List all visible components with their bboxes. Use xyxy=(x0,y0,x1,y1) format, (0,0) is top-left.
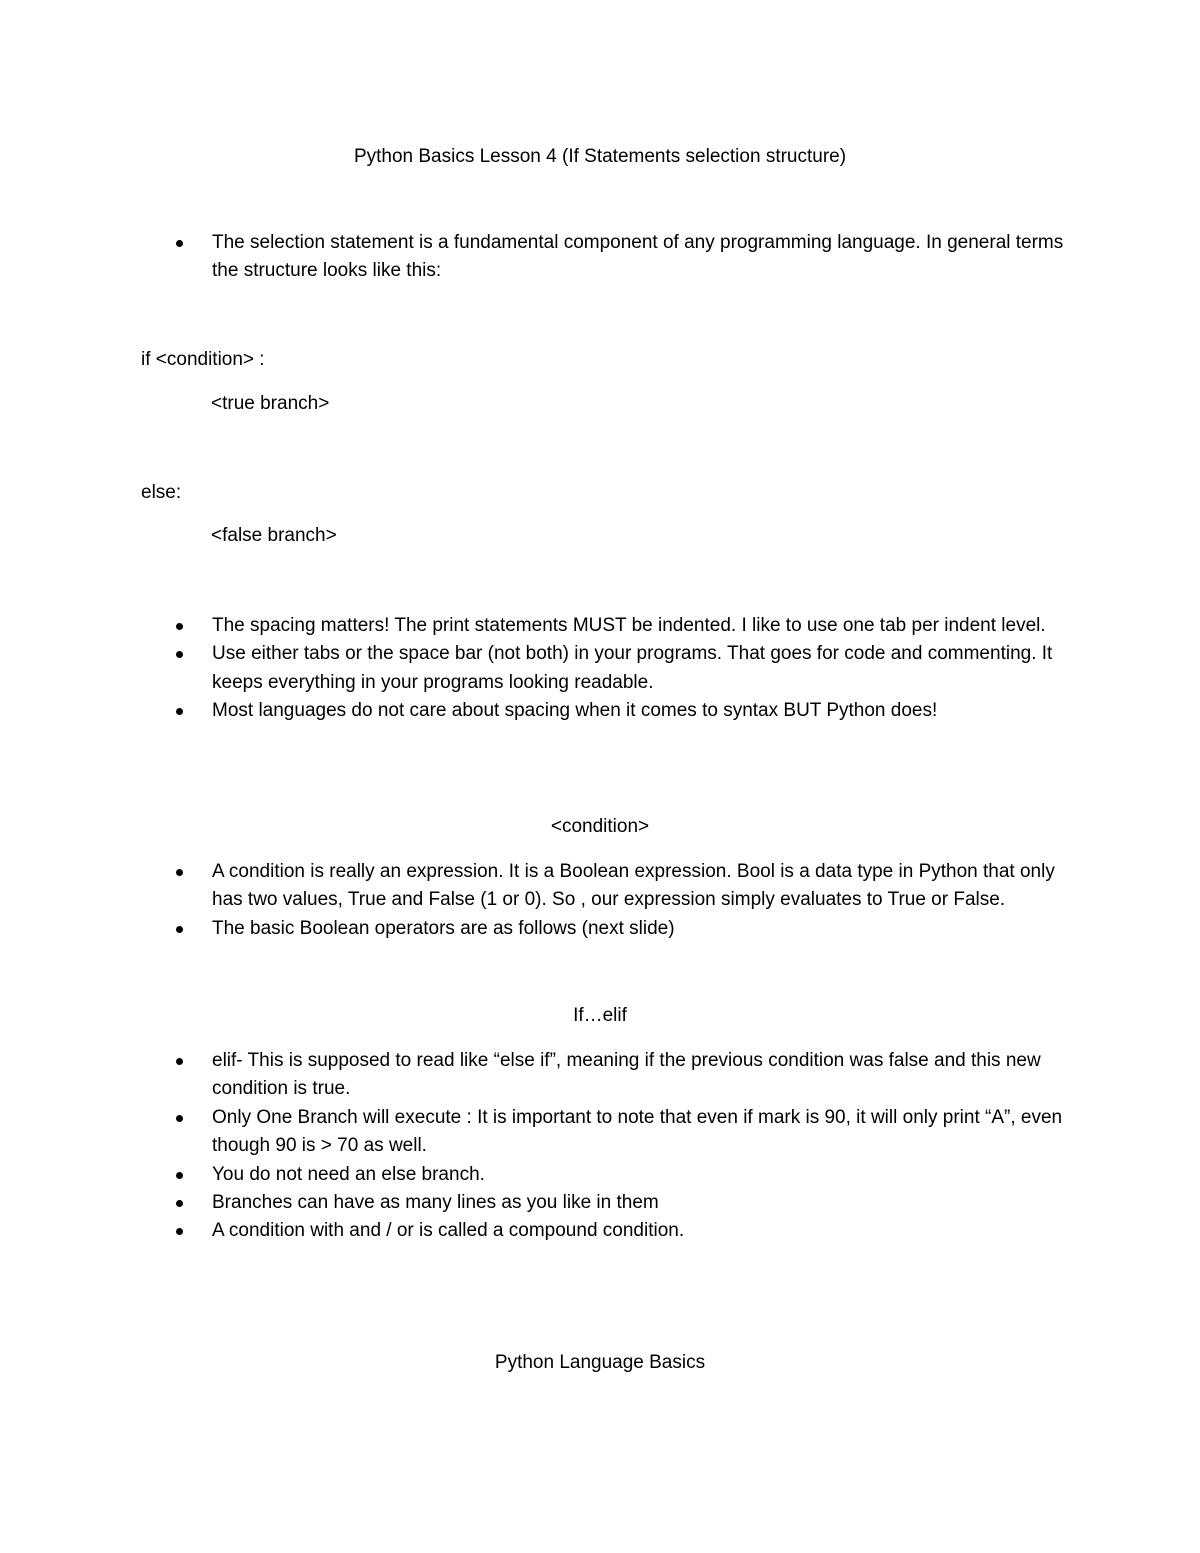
spacing-bullet-list xyxy=(0,612,1200,726)
list-item: elif- This is supposed to read like “else if”, meaning if the previous condition was false and this new condition is true. xyxy=(0,1047,1072,1104)
list-item: The selection statement is a fundamental component of any programming language. In general terms the structure looks like this: xyxy=(0,229,1072,286)
elif-bullet-list xyxy=(0,1047,1200,1246)
list-item: Only One Branch will execute : It is important to note that even if mark is 90, it will only print “A”, even though 90 is > 70 as well. xyxy=(0,1104,1072,1161)
condition-heading: <condition> xyxy=(550,816,650,837)
bullet-icon xyxy=(176,240,183,247)
list-item: Most languages do not care about spacing when it comes to syntax BUT Python does! xyxy=(0,697,1072,725)
document-title: Python Basics Lesson 4 (If Statements selection structure) xyxy=(353,146,847,167)
code-else-line: else: xyxy=(141,482,182,503)
bullet-icon xyxy=(176,1058,183,1065)
bullet-icon xyxy=(176,1200,183,1207)
bullet-icon xyxy=(176,1228,183,1235)
list-item: Use either tabs or the space bar (not both) in your programs. That goes for code and commenting. It keeps everything in your programs looking readable. xyxy=(0,640,1072,697)
list-item: You do not need an else branch. xyxy=(0,1161,1072,1189)
list-item: A condition with and / or is called a compound condition. xyxy=(0,1217,1072,1245)
bullet-icon xyxy=(176,869,183,876)
intro-bullet-list xyxy=(0,229,1200,286)
list-item: Branches can have as many lines as you like in them xyxy=(0,1189,1072,1217)
list-item: A condition is really an expression. It is a Boolean expression. Bool is a data type in Python that only has two values, True and False (1 or 0). So , our expression simply evaluates to True or False. xyxy=(0,858,1072,915)
bullet-icon xyxy=(176,1172,183,1179)
bullet-icon xyxy=(176,1115,183,1122)
bullet-icon xyxy=(176,926,183,933)
bullet-icon xyxy=(176,651,183,658)
code-false-branch: <false branch> xyxy=(211,525,337,546)
bullet-icon xyxy=(176,623,183,630)
code-if-line: if <condition> : xyxy=(141,349,265,370)
list-item: The spacing matters! The print statements MUST be indented. I like to use one tab per indent level. xyxy=(0,612,1072,640)
document-footer: Python Language Basics xyxy=(494,1352,706,1373)
list-item: The basic Boolean operators are as follows (next slide) xyxy=(0,915,1072,943)
elif-heading: If…elif xyxy=(573,1005,627,1026)
bullet-icon xyxy=(176,708,183,715)
condition-bullet-list xyxy=(0,858,1200,943)
code-true-branch: <true branch> xyxy=(211,393,330,414)
